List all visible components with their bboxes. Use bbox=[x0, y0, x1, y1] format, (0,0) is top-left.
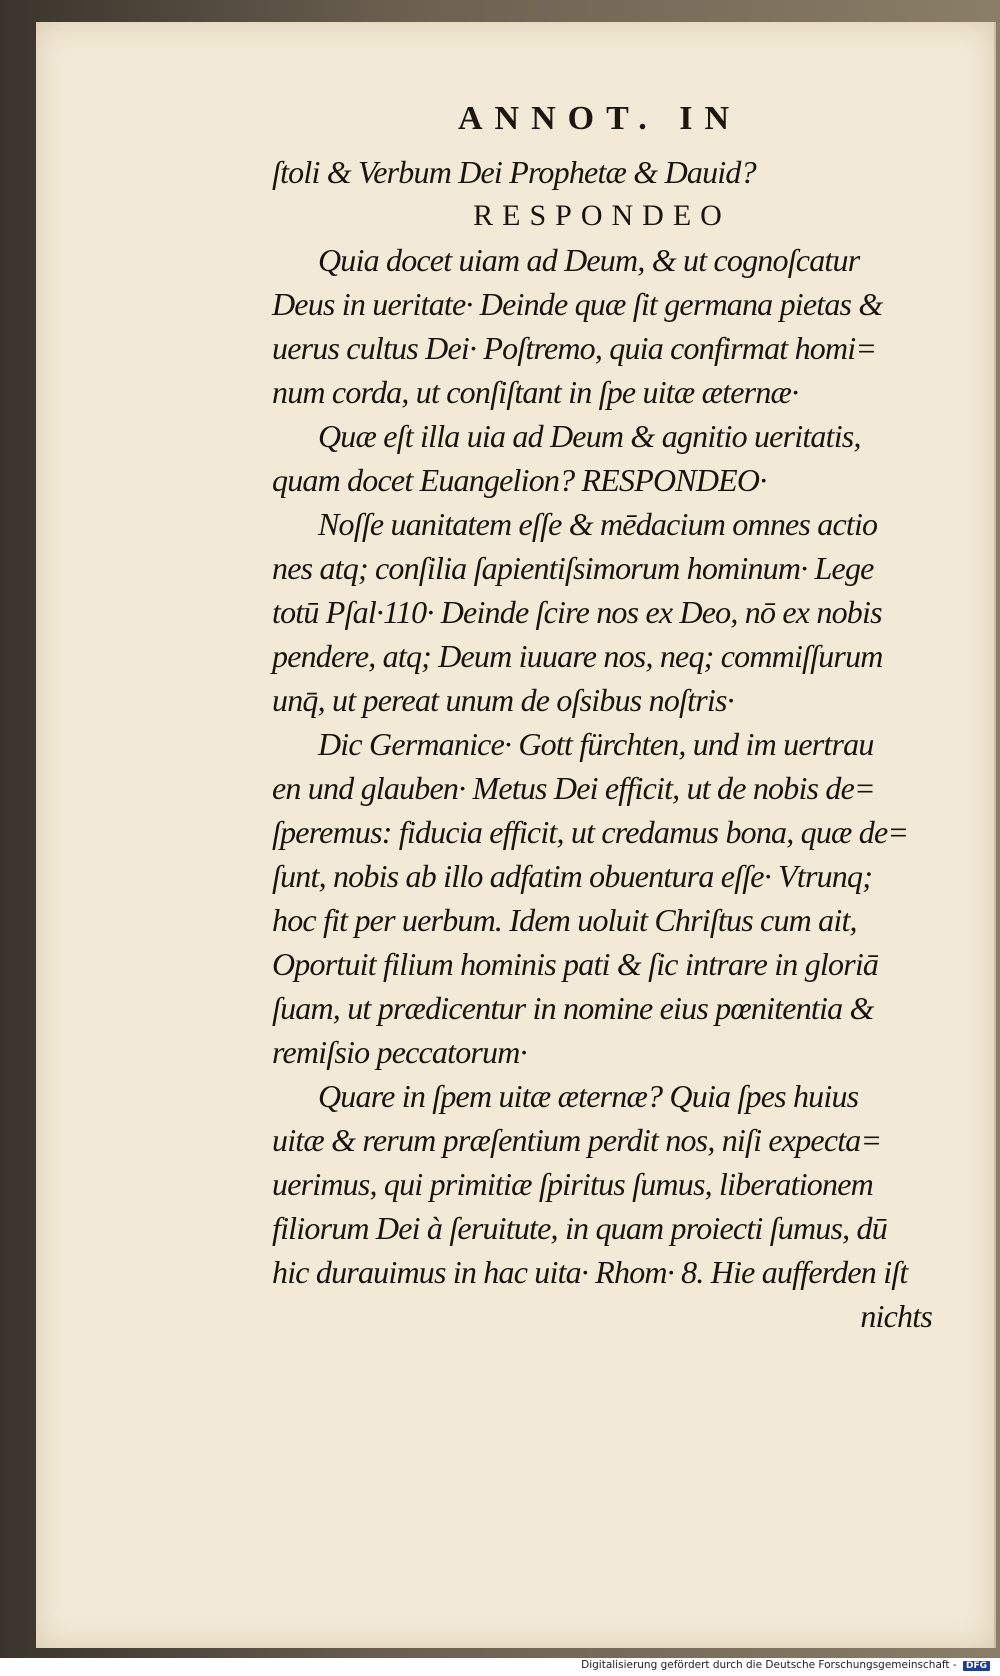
text-line: Quæ eſt illa uia ad Deum & agnitio ueritatis, bbox=[318, 418, 861, 454]
text-line: en und glauben· Metus Dei efficit, ut de nobis de= bbox=[272, 770, 875, 806]
catchword: nichts bbox=[860, 1298, 932, 1334]
text-line: nes atq; conſilia ſapientiſsimorum hominum· Lege bbox=[272, 550, 874, 586]
text-line: Quare in ſpem uitæ æternæ? Quia ſpes huius bbox=[318, 1078, 859, 1114]
text-line: num corda, ut conſiſtant in ſpe uitæ æternæ· bbox=[272, 374, 799, 410]
text-line: ſuam, ut prædicentur in nomine eius pœnitentia & bbox=[272, 990, 874, 1026]
text-line: Oportuit filium hominis pati & ſic intrare in gloriā bbox=[272, 946, 879, 982]
text-line: Dic Germanice· Gott fürchten, und im uertrau bbox=[318, 726, 874, 762]
text-line: hic durauimus in hac uita· Rhom· 8. Hie aufferden iſt bbox=[272, 1254, 908, 1290]
text-line: Noſſe uanitatem eſſe & mēdacium omnes actio bbox=[318, 506, 878, 542]
text-line: uitæ & rerum præſentium perdit nos, niſi expecta= bbox=[272, 1122, 882, 1158]
text-line: quam docet Euangelion? RESPONDEO· bbox=[272, 462, 767, 498]
text-line: filiorum Dei à ſeruitute, in quam proiecti ſumus, dū bbox=[272, 1210, 887, 1246]
text-line: Deus in ueritate· Deinde quæ ſit germana pietas & bbox=[272, 286, 883, 322]
text-line: uerimus, qui primitiæ ſpiritus ſumus, liberationem bbox=[272, 1166, 873, 1202]
text-line: hoc fit per uerbum. Idem uoluit Chriſtus cum ait, bbox=[272, 902, 857, 938]
text-line: pendere, atq; Deum iuuare nos, neq; commiſſurum bbox=[272, 638, 883, 674]
text-line: totū Pſal·110· Deinde ſcire nos ex Deo, nō ex nobis bbox=[272, 594, 882, 630]
section-heading: RESPONDEO bbox=[473, 199, 731, 232]
dfg-logo: DFG bbox=[963, 1661, 990, 1671]
text-line: ſtoli & Verbum Dei Prophetæ & Dauid? bbox=[272, 154, 756, 190]
running-header: ANNOT. IN bbox=[458, 100, 742, 137]
text-line: ſperemus: fiducia efficit, ut credamus bona, quæ de= bbox=[272, 814, 909, 850]
text-line: Quia docet uiam ad Deum, & ut cognoſcatur bbox=[318, 242, 860, 278]
text-line: remiſsio peccatorum· bbox=[272, 1034, 527, 1070]
text-block bbox=[272, 150, 932, 1338]
text-line: uerus cultus Dei· Poſtremo, quia confirmat homi= bbox=[272, 330, 877, 366]
footer-credit bbox=[581, 1659, 990, 1671]
footer-credit-text: Digitalisierung gefördert durch die Deutsche Forschungsgemeinschaft - bbox=[581, 1659, 957, 1671]
text-line: unq̄, ut pereat unum de oſsibus noſtris· bbox=[272, 682, 734, 718]
text-line: ſunt, nobis ab illo adfatim obuentura eſſe· Vtrunq; bbox=[272, 858, 873, 894]
